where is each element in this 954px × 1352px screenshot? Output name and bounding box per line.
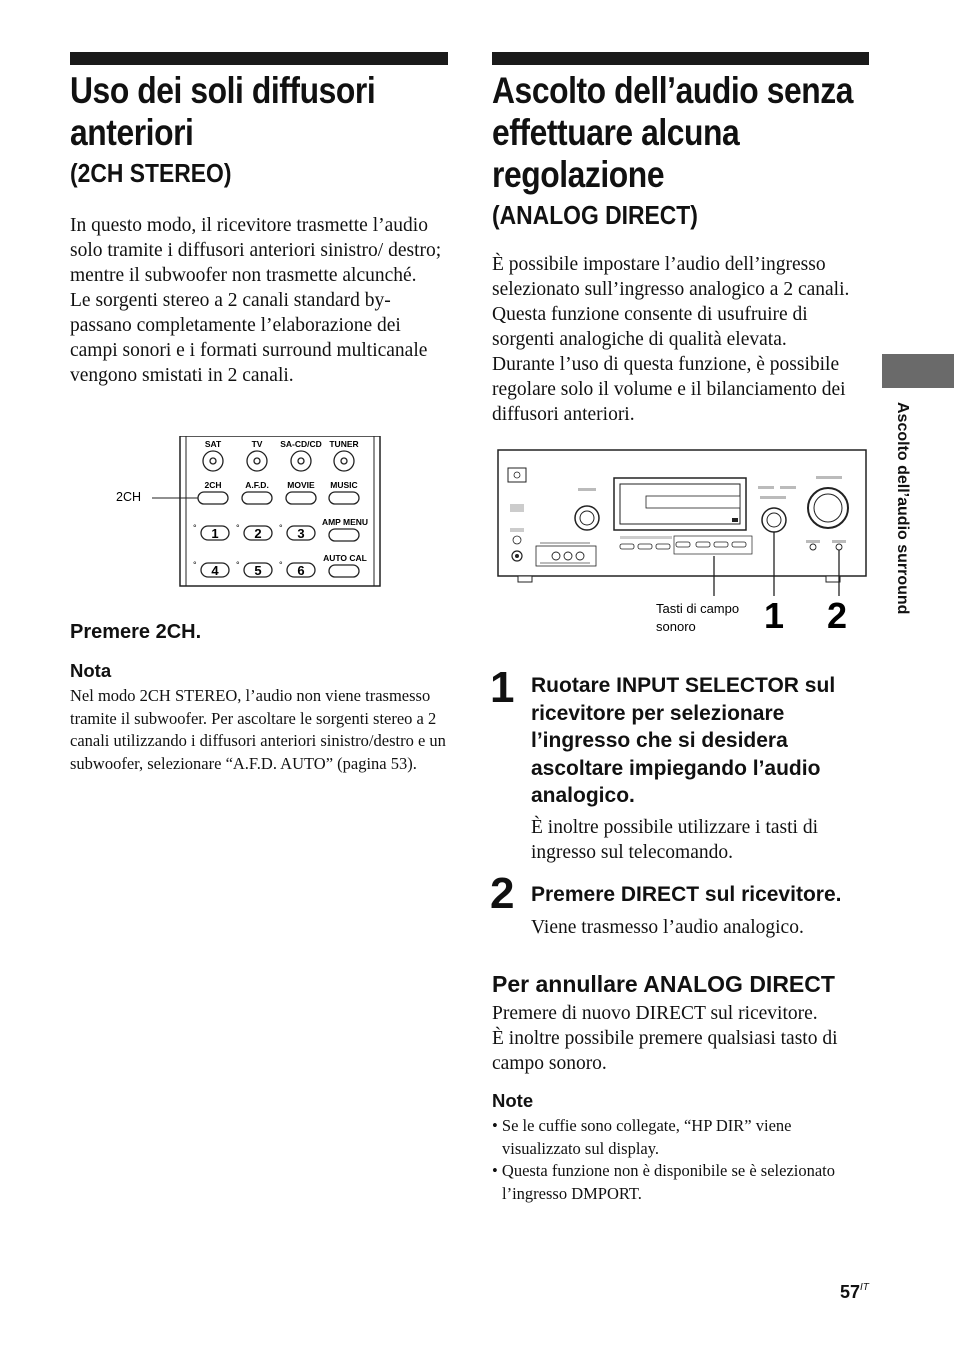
notes-list xyxy=(492,1115,872,1205)
left-para2: Le sorgenti stereo a 2 canali standard by-passano completamente l’elaborazione dei campi sonori e i formati surround multicanale vengono smistati in 2 canali. xyxy=(70,290,428,386)
step1-number: 1 xyxy=(490,663,515,712)
remote-label-movie: MOVIE xyxy=(287,480,315,490)
right-title-bar xyxy=(492,52,869,65)
step1-title: Ruotare INPUT SELECTOR sul ricevitore per selezionare l’ingresso che si desidera ascoltare impiegando l’audio analogico. xyxy=(531,674,836,807)
receiver-callout-label-1: Tasti di campo xyxy=(656,601,740,616)
remote-label-sat: SAT xyxy=(204,439,222,449)
receiver-callout-2: 2 xyxy=(827,595,848,636)
remote-num-4: 4 xyxy=(211,563,219,578)
notes-heading: Note xyxy=(492,1090,534,1111)
left-title-line2: anteriori xyxy=(70,112,194,153)
cancel-line2: È inoltre possibile premere qualsiasi tasto di campo sonoro. xyxy=(492,1028,838,1074)
right-body xyxy=(492,252,870,427)
left-title-line1: Uso dei soli diffusori xyxy=(70,70,376,111)
cancel-line1: Premere di nuovo DIRECT sul ricevitore. xyxy=(492,1003,818,1024)
right-title-line3: regolazione xyxy=(492,154,665,195)
remote-num-3: 3 xyxy=(297,526,305,541)
remote-illustration xyxy=(110,436,385,588)
right-title-line2: effettuare alcuna xyxy=(492,112,740,153)
page-number-suffix: IT xyxy=(860,1282,869,1293)
left-instruction: Premere 2CH. xyxy=(70,621,202,643)
remote-label-music: MUSIC xyxy=(330,480,358,490)
svg-text:°: ° xyxy=(279,560,283,570)
remote-label-tuner: TUNER xyxy=(329,439,359,449)
receiver-illustration xyxy=(496,448,868,638)
cancel-text xyxy=(492,1001,870,1076)
remote-label-2ch: 2CH xyxy=(204,480,222,490)
left-body xyxy=(70,213,450,388)
note-item: • Questa funzione non è disponibile se è selezionato l’ingresso DMPORT. xyxy=(492,1161,836,1203)
side-tab-marker xyxy=(882,354,954,388)
left-title xyxy=(70,70,425,154)
svg-text:°: ° xyxy=(236,523,240,533)
left-note-heading: Nota xyxy=(70,660,112,681)
remote-label-amp-menu: AMP MENU xyxy=(321,517,369,527)
left-para1: In questo modo, il ricevitore trasmette l’audio solo tramite i diffusori anteriori sinistro/ destro; mentre il subwoofer non trasmette alcunché. xyxy=(70,215,442,286)
cancel-heading: Per annullare ANALOG DIRECT xyxy=(492,971,835,997)
right-subtitle: (ANALOG DIRECT) xyxy=(492,200,698,230)
receiver-callout-1: 1 xyxy=(764,595,785,636)
svg-text:°: ° xyxy=(193,523,197,533)
note-item: • Se le cuffie sono collegate, “HP DIR” viene visualizzato sul display. xyxy=(492,1116,792,1158)
remote-num-1: 1 xyxy=(211,526,219,541)
remote-number-row2 xyxy=(193,560,315,578)
side-tab-label: Ascolto dell’audio surround xyxy=(894,402,911,615)
right-title xyxy=(492,70,912,196)
step2-number: 2 xyxy=(490,869,515,918)
page-number xyxy=(840,1282,869,1303)
right-para1: È possibile impostare l’audio dell’ingresso selezionato sull’ingresso analogico a 2 canali. Questa funzione consente di usufruire di sorgenti analogiche di qualità elevata. xyxy=(492,254,850,350)
remote-label-afd: A.F.D. xyxy=(245,480,269,490)
left-title-bar xyxy=(70,52,448,65)
left-subtitle: (2CH STEREO) xyxy=(70,158,232,188)
step1-text: È inoltre possibile utilizzare i tasti di ingresso sul telecomando. xyxy=(531,817,819,863)
remote-num-6: 6 xyxy=(297,563,305,578)
receiver-callout-label-2: sonoro xyxy=(656,619,696,634)
remote-callout-2ch: 2CH xyxy=(116,490,142,504)
page-number-value: 57 xyxy=(840,1282,861,1302)
svg-text:°: ° xyxy=(279,523,283,533)
remote-number-row1 xyxy=(193,523,315,541)
right-title-line1: Ascolto dell’audio senza xyxy=(492,70,853,111)
remote-label-auto-cal: AUTO CAL xyxy=(323,553,367,563)
svg-text:°: ° xyxy=(193,560,197,570)
remote-num-2: 2 xyxy=(254,526,262,541)
remote-label-tv: TV xyxy=(251,439,263,449)
remote-num-5: 5 xyxy=(254,563,262,578)
left-note-text: Nel modo 2CH STEREO, l’audio non viene trasmesso tramite il subwoofer. Per ascoltare le sorgenti stereo a 2 canali utilizzando i diffusori anteriori sinistro/destro e un subwoofer, selezionare “A.F.D. AUTO” (pagina 53). xyxy=(70,686,446,773)
svg-text:°: ° xyxy=(236,560,240,570)
remote-label-sacd: SA-CD/CD xyxy=(280,439,322,449)
right-para2: Durante l’uso di questa funzione, è possibile regolare solo il volume e il bilanciamento dei diffusori anteriori. xyxy=(492,354,846,425)
step2-title: Premere DIRECT sul ricevitore. xyxy=(531,883,842,906)
step2-text: Viene trasmesso l’audio analogico. xyxy=(531,917,804,938)
